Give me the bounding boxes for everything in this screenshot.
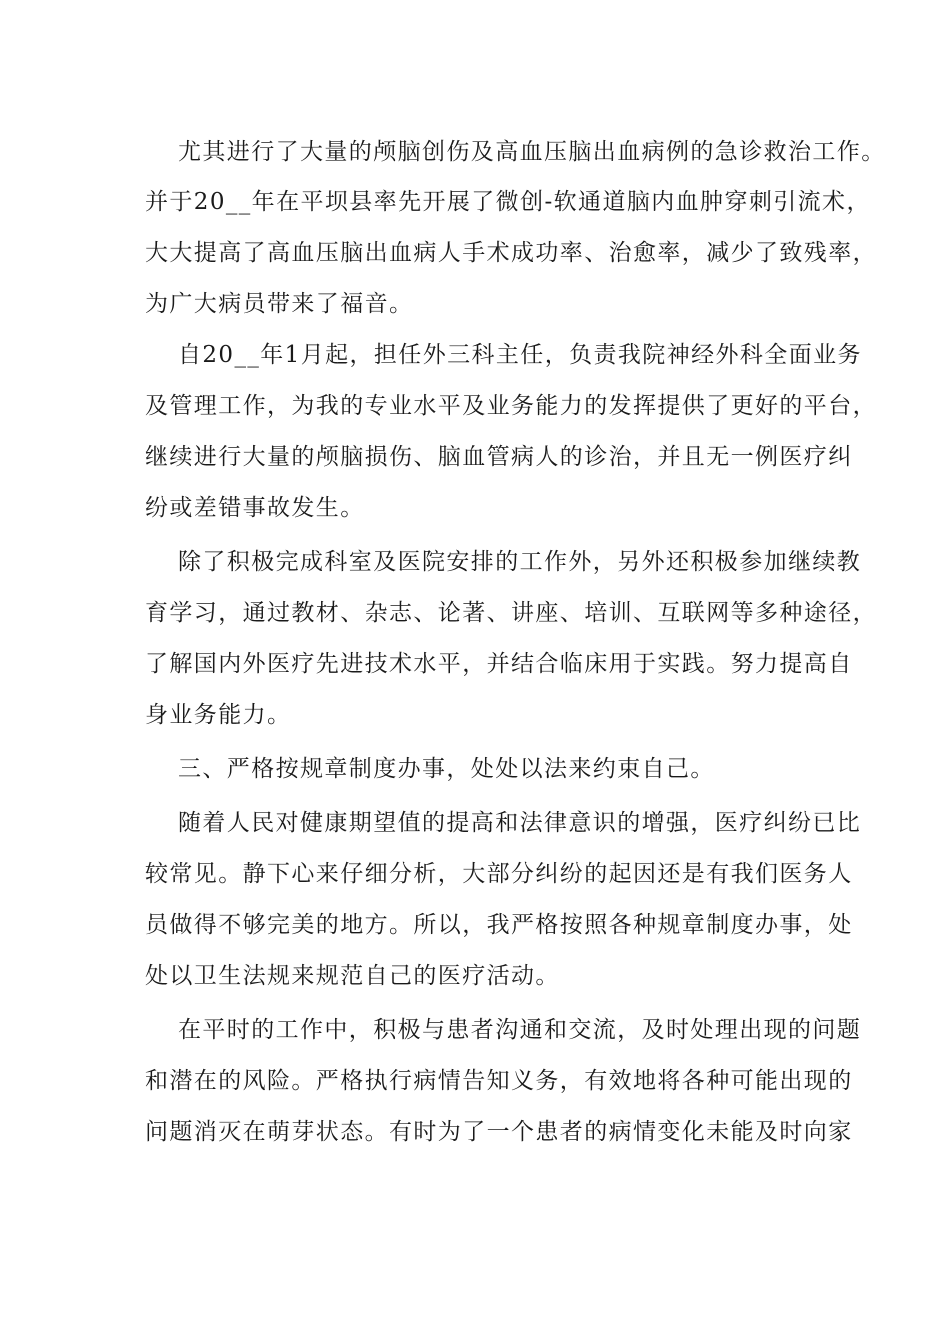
paragraph-3-line-3: 了解国内外医疗先进技术水平，并结合临床用于实践。努力提高自 — [145, 651, 853, 677]
paragraph-3-line-2: 育学习，通过教材、杂志、论著、讲座、培训、互联网等多种途径， — [145, 600, 877, 626]
paragraph-5-line-1: 随着人民对健康期望值的提高和法律意识的增强，医疗纠纷已比 — [178, 810, 862, 836]
paragraph-2-line-4: 纷或差错事故发生。 — [145, 495, 365, 521]
paragraph-1-line-4: 为广大病员带来了福音。 — [145, 291, 414, 317]
paragraph-5-line-4: 处以卫生法规来规范自己的医疗活动。 — [145, 963, 560, 989]
paragraph-3-line-1: 除了积极完成科室及医院安排的工作外，另外还积极参加继续教 — [178, 549, 862, 575]
paragraph-6-line-1: 在平时的工作中，积极与患者沟通和交流，及时处理出现的问题 — [178, 1017, 862, 1043]
paragraph-3-line-4: 身业务能力。 — [145, 702, 292, 728]
paragraph-2-line-2: 及管理工作，为我的专业水平及业务能力的发挥提供了更好的平台， — [145, 393, 877, 419]
section-heading: 三、严格按规章制度办事，处处以法来约束自己。 — [178, 756, 715, 782]
paragraph-1-line-2: 并于20__年在平坝县率先开展了微创-软通道脑内血肿穿刺引流术， — [145, 189, 871, 215]
paragraph-2-line-1: 自20__年1月起，担任外三科主任，负责我院神经外科全面业务 — [178, 342, 862, 368]
paragraph-6-line-2: 和潜在的风险。严格执行病情告知义务，有效地将各种可能出现的 — [145, 1068, 853, 1094]
paragraph-2-line-3: 继续进行大量的颅脑损伤、脑血管病人的诊治，并且无一例医疗纠 — [145, 444, 853, 470]
paragraph-1-line-1: 尤其进行了大量的颅脑创伤及高血压脑出血病例的急诊救治工作。 — [178, 139, 886, 165]
paragraph-6-line-3: 问题消灭在萌芽状态。有时为了一个患者的病情变化未能及时向家 — [145, 1119, 853, 1145]
paragraph-5-line-3: 员做得不够完美的地方。所以，我严格按照各种规章制度办事，处 — [145, 912, 853, 938]
paragraph-1-line-3: 大大提高了高血压脑出血病人手术成功率、治愈率，减少了致残率， — [145, 240, 877, 266]
paragraph-5-line-2: 较常见。静下心来仔细分析，大部分纠纷的起因还是有我们医务人 — [145, 861, 853, 887]
